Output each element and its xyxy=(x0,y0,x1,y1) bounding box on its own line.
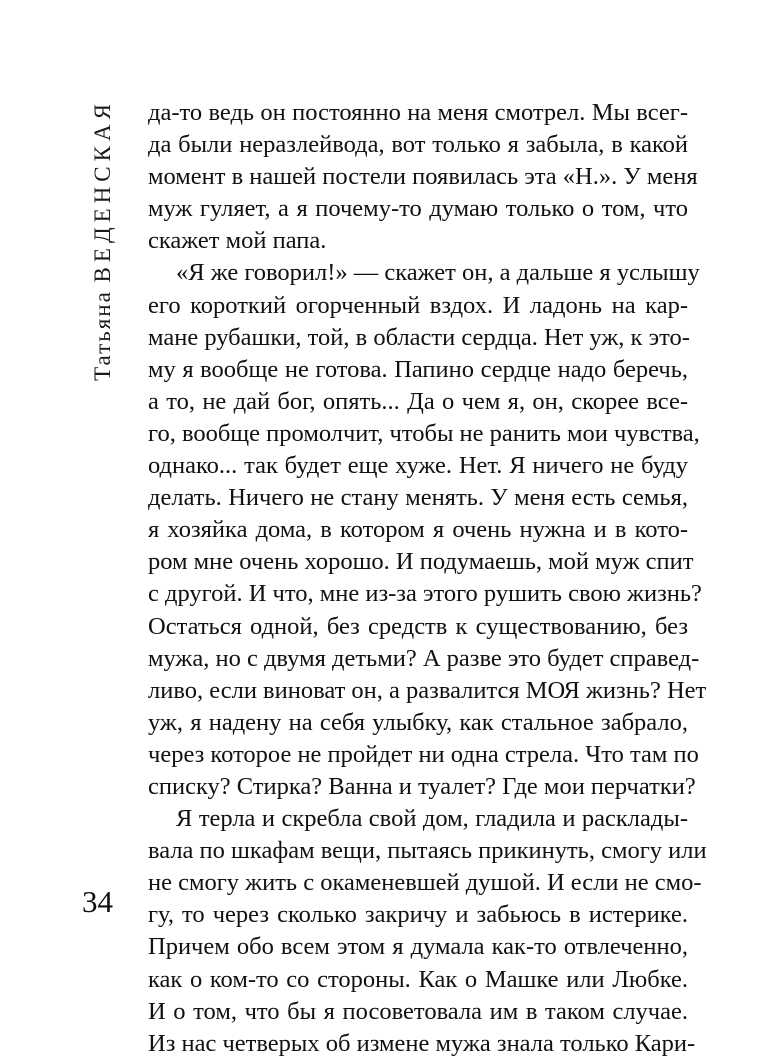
text-line: ром мне очень хорошо. И подумаешь, мой муж спит xyxy=(148,548,694,576)
text-line: го, вообще промолчит, чтобы не ранить мои чувства, xyxy=(148,419,700,447)
text-line: уж, я надену на себя улыбку, как стальное забрало, xyxy=(148,708,688,736)
text-line: а то, не дай бог, опять... Да о чем я, он, скорее все- xyxy=(148,387,688,415)
running-header-author-first: Татьяна xyxy=(90,290,115,381)
text-line: через которое не пройдет ни одна стрела. Что там по xyxy=(148,740,699,768)
text-line: ливо, если виноват он, а развалится МОЯ жизнь? Нет xyxy=(148,676,707,704)
text-line: момент в нашей постели появилась эта «Н.». У меня xyxy=(148,163,698,191)
text-line: делать. Ничего не стану менять. У меня есть семья, xyxy=(148,484,688,512)
text-line: му я вообще не готова. Папино сердце надо беречь, xyxy=(148,355,688,383)
text-line: мужа, но с двумя детьми? А разве это будет справед- xyxy=(148,644,700,672)
text-line: Остаться одной, без средств к существованию, без xyxy=(148,612,688,640)
text-line: с другой. И что, мне из-за этого рушить свою жизнь? xyxy=(148,580,702,608)
text-line: однако... так будет еще хуже. Нет. Я ничего не буду xyxy=(148,452,688,480)
text-line: я хозяйка дома, в котором я очень нужна и в кото- xyxy=(148,516,688,544)
text-line: мане рубашки, той, в области сердца. Нет уж, к это- xyxy=(148,323,690,351)
text-line: Я терла и скребла свой дом, гладила и расклады- xyxy=(176,805,688,833)
running-header xyxy=(90,99,116,381)
text-line: его короткий огорченный вздох. И ладонь на кар- xyxy=(148,291,688,319)
text-line: не смогу жить с окаменевшей душой. И если не смо- xyxy=(148,869,702,897)
text-line: вала по шкафам вещи, пытаясь прикинуть, смогу или xyxy=(148,837,707,865)
text-line: да были неразлейвода, вот только я забыла, в какой xyxy=(148,131,688,159)
text-line: Из нас четверых об измене мужа знала только Кари- xyxy=(148,1029,696,1057)
body-text xyxy=(148,97,707,1060)
text-line: да-то ведь он постоянно на меня смотрел. Мы всег- xyxy=(148,99,688,126)
text-line: И о том, что бы я посоветовала им в таком случае. xyxy=(148,997,688,1025)
text-line: списку? Стирка? Ванна и туалет? Где мои перчатки? xyxy=(148,772,696,800)
text-line: «Я же говорил!» — скажет он, а дальше я услышу xyxy=(176,259,700,287)
text-line: муж гуляет, а я почему-то думаю только о том, что xyxy=(148,195,688,223)
running-header-author-last: ВЕДЕНСКАЯ xyxy=(90,99,115,283)
text-line: Причем обо всем этом я думала как-то отвлеченно, xyxy=(148,933,688,961)
text-line: скажет мой папа. xyxy=(148,227,327,255)
page-number: 34 xyxy=(82,884,113,919)
text-line: как о ком-то со стороны. Как о Машке или Любке. xyxy=(148,965,688,993)
text-line: гу, то через сколько закричу и забьюсь в истерике. xyxy=(148,901,688,929)
